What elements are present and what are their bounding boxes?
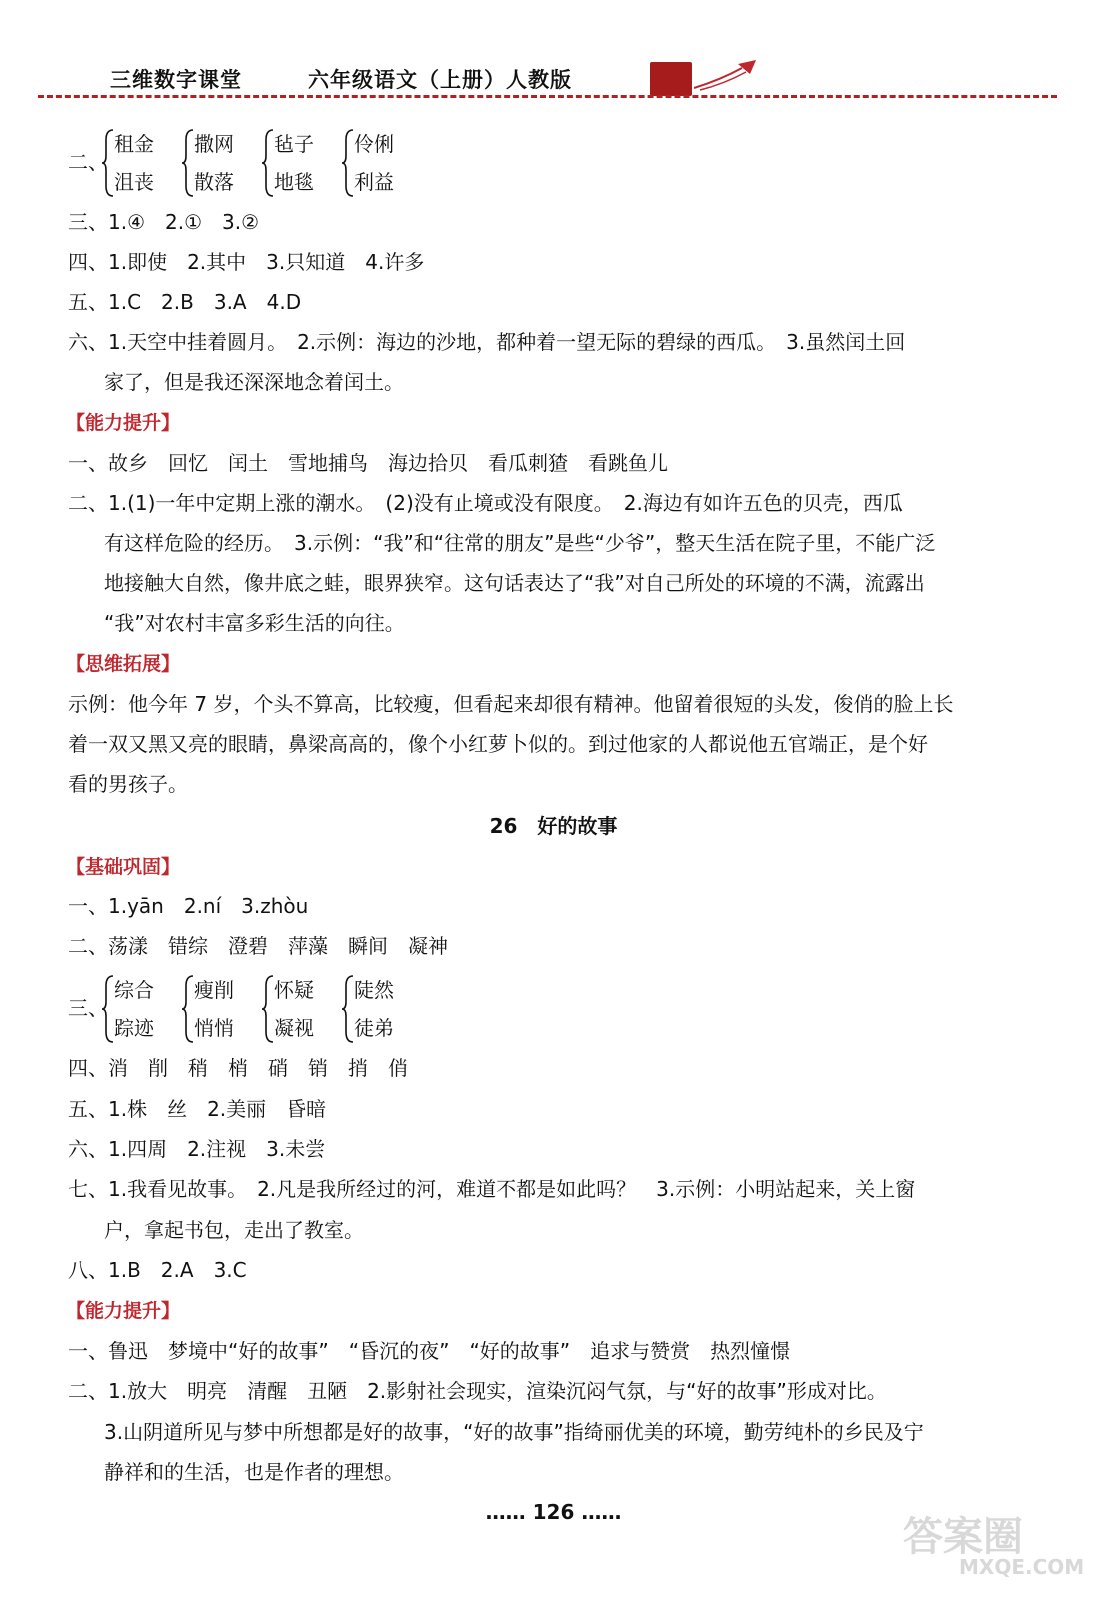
- lesson-q5: 五、1.株 丝 2.美丽 昏暗: [68, 1097, 327, 1121]
- part1-q5: 五、1.C 2.B 3.A 4.D: [68, 290, 302, 314]
- pair-word-bottom: 利益: [354, 170, 394, 194]
- pair-word-bottom: 悄悄: [194, 1016, 234, 1040]
- part1-q2: [68, 128, 448, 204]
- pair-word-bottom: 踪迹: [114, 1016, 154, 1040]
- brace-icon: [262, 128, 274, 198]
- section-heading-basics: 【基础巩固】: [66, 856, 181, 878]
- header-series: 三维数字课堂: [110, 68, 242, 92]
- thinking-line3: 看的男孩子。: [68, 772, 188, 796]
- word-pair: [102, 974, 182, 1044]
- pair-word-top: 怀疑: [274, 978, 314, 1002]
- section-heading-thinking: 【思维拓展】: [66, 653, 181, 675]
- pair-word-top: 瘦削: [194, 978, 234, 1002]
- lesson-title: 26 好的故事: [489, 814, 618, 838]
- watermark-logo: [895, 1505, 1085, 1585]
- brace-icon: [342, 974, 354, 1044]
- ability-q2-line4: “我”对农村丰富多彩生活的向往。: [104, 611, 405, 635]
- word-pair: [262, 974, 342, 1044]
- lesson-ability-q1: 一、鲁迅 梦境中“好的故事” “昏沉的夜” “好的故事” 追求与赞赏 热烈憧憬: [68, 1339, 791, 1363]
- brace-icon: [342, 128, 354, 198]
- header-divider: [38, 95, 1057, 98]
- lesson-q1: 一、1.yān 2.ní 3.zhòu: [68, 894, 309, 918]
- brace-icon: [262, 974, 274, 1044]
- word-pair: [342, 974, 422, 1044]
- lesson-q7-line1: 七、1.我看见故事。 2.凡是我所经过的河，难道不都是如此吗？ 3.示例：小明站起来，关上窗: [68, 1177, 916, 1201]
- pair-word-top: 陡然: [354, 978, 394, 1002]
- ability-q2-line2: 有这样危险的经历。 3.示例：“我”和“往常的朋友”是些“少爷”，整天生活在院子里，不能广泛: [104, 531, 936, 555]
- ability-q2-line3: 地接触大自然，像井底之蛙，眼界狭窄。这句话表达了“我”对自己所处的环境的不满，流露出: [104, 571, 925, 595]
- part1-q2-lead: 二、: [68, 150, 108, 174]
- pair-word-bottom: 凝视: [274, 1016, 314, 1040]
- part1-q3: 三、1.④ 2.① 3.②: [68, 210, 260, 234]
- page-number: …… 126 ……: [485, 1500, 622, 1524]
- word-pair: [182, 128, 262, 198]
- watermark-url: MXQE.COM: [959, 1555, 1085, 1579]
- header-book-title: 六年级语文（上册）人教版: [308, 68, 572, 92]
- brace-icon: [102, 974, 114, 1044]
- thinking-line2: 着一双又黑又亮的眼睛，鼻梁高高的，像个小红萝卜似的。到过他家的人都说他五官端正，是个好: [68, 732, 928, 756]
- lesson-ability-q2-line3: 静祥和的生活，也是作者的理想。: [104, 1460, 404, 1484]
- lesson-q7-line2: 户，拿起书包，走出了教室。: [104, 1218, 364, 1242]
- pair-word-top: 租金: [114, 132, 154, 156]
- pair-word-top: 撒网: [194, 132, 234, 156]
- ability-q1: 一、故乡 回忆 闰土 雪地捕鸟 海边拾贝 看瓜刺猹 看跳鱼儿: [68, 451, 668, 475]
- ability-q2-line1: 二、1.(1)一年中定期上涨的潮水。 (2)没有止境或没有限度。 2.海边有如许五色的贝壳，西瓜: [68, 491, 903, 515]
- lesson-q4: 四、消 削 稍 梢 硝 销 捎 俏: [68, 1056, 408, 1080]
- thinking-line1: 示例：他今年 7 岁，个头不算高，比较瘦，但看起来却很有精神。他留着很短的头发，俊俏的脸上长: [68, 692, 954, 716]
- lesson-q8: 八、1.B 2.A 3.C: [68, 1258, 247, 1282]
- lesson-q3-lead: 三、: [68, 996, 108, 1020]
- lesson-ability-q2-line1: 二、1.放大 明亮 清醒 丑陋 2.影射社会现实，渲染沉闷气氛，与“好的故事”形成对比。: [68, 1379, 887, 1403]
- part1-q6-line2: 家了，但是我还深深地念着闰土。: [104, 370, 404, 394]
- part1-q6-line1: 六、1.天空中挂着圆月。 2.示例：海边的沙地，都种着一望无际的碧绿的西瓜。 3.虽然闰土回: [68, 330, 906, 354]
- brace-icon: [182, 128, 194, 198]
- section-heading-ability-2: 【能力提升】: [66, 1300, 181, 1322]
- pair-word-bottom: 沮丧: [114, 170, 154, 194]
- lesson-q3: [68, 974, 448, 1050]
- section-heading-ability: 【能力提升】: [66, 412, 181, 434]
- rocket-icon: [690, 58, 760, 92]
- brace-icon: [182, 974, 194, 1044]
- lesson-ability-q2-line2: 3.山阴道所见与梦中所想都是好的故事，“好的故事”指绮丽优美的环境，勤劳纯朴的乡民及宁: [104, 1420, 924, 1444]
- word-pair: [182, 974, 262, 1044]
- pair-word-top: 伶俐: [354, 132, 394, 156]
- lesson-q2: 二、荡漾 错综 澄碧 萍藻 瞬间 凝神: [68, 934, 448, 958]
- pair-word-bottom: 徒弟: [354, 1016, 394, 1040]
- word-pair: [262, 128, 342, 198]
- part1-q4: 四、1.即使 2.其中 3.只知道 4.许多: [68, 250, 425, 274]
- pair-word-top: 毡子: [274, 132, 314, 156]
- word-pair: [102, 128, 182, 198]
- pair-word-bottom: 地毯: [274, 170, 314, 194]
- header-red-block: [650, 62, 692, 96]
- watermark-text: 答案圈: [903, 1514, 1023, 1560]
- pair-word-top: 综合: [114, 978, 154, 1002]
- brace-icon: [102, 128, 114, 198]
- word-pair: [342, 128, 422, 198]
- pair-word-bottom: 散落: [194, 170, 234, 194]
- lesson-q6: 六、1.四周 2.注视 3.未尝: [68, 1137, 326, 1161]
